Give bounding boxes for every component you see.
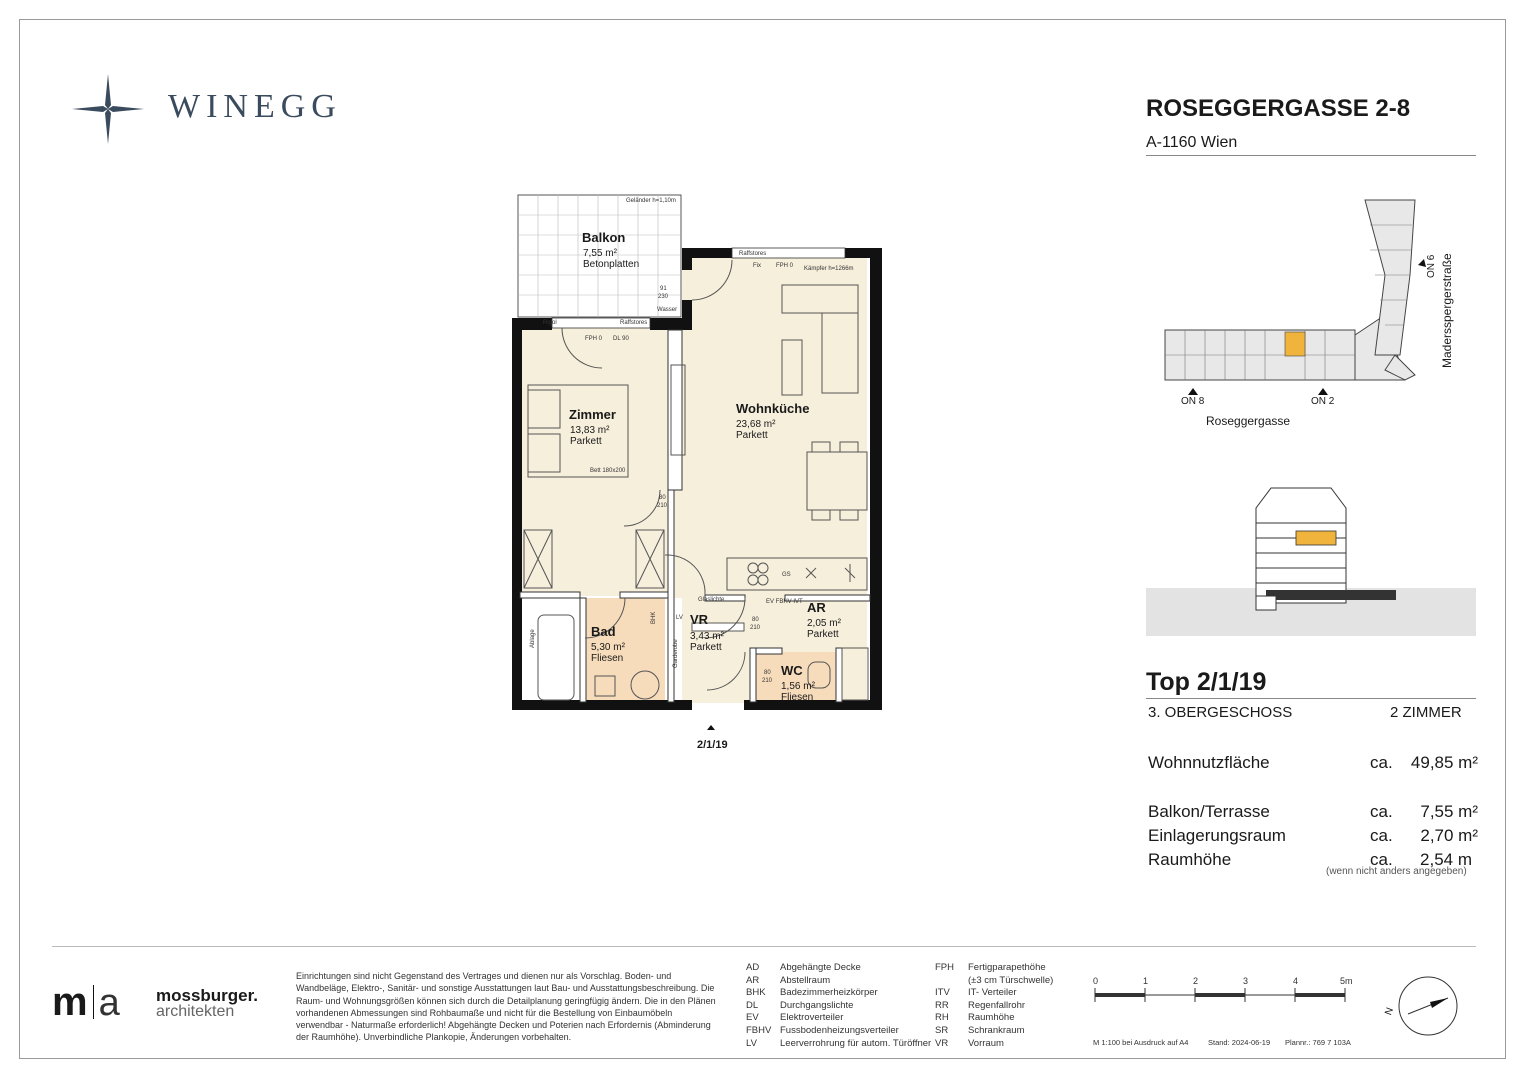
- architect-name: mossburger.: [156, 986, 259, 1005]
- room-bad-floor: Fliesen: [591, 653, 624, 664]
- room-ar-floor: Parkett: [807, 629, 839, 640]
- note-bhk: BHK: [651, 611, 657, 624]
- legend-text: Durchgangslichte: [780, 999, 854, 1011]
- dim-80-b: 80: [752, 617, 759, 623]
- note-dl90: DL 90: [613, 336, 629, 342]
- footer-rule: [52, 946, 1476, 947]
- room-balkon-name: Balkon: [582, 230, 626, 245]
- legend-abbr: RH: [935, 1012, 949, 1024]
- legend-text: Elektroverteiler: [780, 1012, 844, 1024]
- legend-text: Fussbodenheizungsverteiler: [780, 1024, 899, 1036]
- room-balkon-floor: Betonplatten: [583, 259, 640, 270]
- dim-230: 230: [658, 294, 669, 300]
- note-raffstores-top: Raffstores: [739, 251, 767, 257]
- architect-sub: architekten: [156, 1003, 235, 1020]
- unit-rooms: 2 ZIMMER: [1390, 704, 1462, 721]
- legend-text: Raumhöhe: [968, 1012, 1015, 1024]
- note-gelaender: Geländer h=1,10m: [626, 198, 676, 204]
- room-ar-area: 2,05 m²: [807, 618, 841, 629]
- legend-left-text: [780, 962, 931, 1050]
- room-vr-area: 3,43 m²: [690, 631, 724, 642]
- side-street-label: Madersspergerstraße: [1440, 253, 1454, 368]
- legend-text: Vorraum: [968, 1037, 1004, 1049]
- note-fph0-balcony: FPH 0: [585, 336, 603, 342]
- area-ca-wohnnutz: ca.: [1370, 753, 1393, 772]
- legend-abbr: AR: [746, 974, 760, 986]
- legend-text: Leerverrohrung für autom. Türöffner: [780, 1037, 932, 1049]
- room-ar-name: AR: [807, 600, 826, 615]
- entry-label: 2/1/19: [697, 739, 728, 751]
- brand-name: WINEGG: [168, 88, 342, 125]
- room-wc-name: WC: [781, 663, 803, 678]
- street-label: Roseggergasse: [1206, 414, 1291, 428]
- entrance-on8: ON 8: [1181, 396, 1205, 407]
- area-label-einlagerung: Einlagerungsraum: [1148, 826, 1286, 845]
- area-value-einlagerung: 2,70 m²: [1420, 826, 1478, 845]
- area-value-balkon: 7,55 m²: [1420, 802, 1478, 821]
- unit-top: Top 2/1/19: [1146, 668, 1267, 696]
- scale-plan-no: Plannr.: 769 7 103A: [1285, 1038, 1351, 1047]
- legend-text: (±3 cm Türschwelle): [968, 974, 1054, 986]
- room-zimmer-name: Zimmer: [569, 407, 616, 422]
- legend-left-abbr: [746, 962, 771, 1050]
- legend-abbr: AD: [746, 962, 760, 973]
- dim-91: 91: [660, 286, 667, 292]
- scale-date: Stand: 2024-06-19: [1208, 1038, 1271, 1047]
- dim-210-c: 210: [762, 678, 773, 684]
- room-wc-area: 1,56 m²: [781, 681, 815, 692]
- note-wasser: Wasser: [657, 307, 678, 313]
- area-label-wohnnutz: Wohnnutzfläche: [1148, 753, 1270, 772]
- areas-note: (wenn nicht anders angegeben): [1326, 866, 1467, 877]
- area-value-raumhoehe: 2,54 m: [1420, 850, 1472, 869]
- legend-text: IT- Verteiler: [968, 987, 1017, 999]
- legend-abbr: ITV: [935, 987, 950, 999]
- dim-80-a: 80: [659, 495, 666, 501]
- legend-right-abbr: [935, 962, 954, 1050]
- dim-210-a: 210: [657, 503, 668, 509]
- area-ca-einlagerung: ca.: [1370, 826, 1393, 845]
- unit-rule: [1146, 698, 1476, 699]
- legend-text: Schrankraum: [968, 1024, 1025, 1036]
- section-view: [1146, 478, 1476, 638]
- note-ablage: Ablage: [530, 629, 536, 648]
- room-bad-name: Bad: [591, 624, 616, 639]
- scale-bar: [1090, 988, 1350, 1002]
- scale-tick-0: 0: [1093, 976, 1099, 986]
- note-rigol: Rigol: [543, 320, 557, 326]
- note-gs: GS: [782, 572, 791, 578]
- legend-text: Abstellraum: [780, 974, 831, 986]
- area-value-wohnnutz: 49,85 m²: [1410, 753, 1478, 772]
- room-zimmer-area: 13,83 m²: [570, 425, 610, 436]
- legend-abbr: [935, 975, 954, 988]
- disclaimer: Einrichtungen sind nicht Gegenstand des Vertrages und dienen nur als Vorschlag. Boden- und Wandbeläge, Elektro-, Sanitär- und sonstige Ausstattungen laut Bau- und Ausstattungsbeschreibung. Die Raum- und Wohnungsgrößen können sich durch die Detailplanung geringfügig ändern. Die in den Plänen vorhandenen Abmessungen sind Rohbaumaße und nicht für die Bestellung von Einbaumöbeln verwendbar - Naturmaße erforderlich! Abgehängte Decken und Poterien nach Erfordernis (Abminderung der Raumhöhe). Unverbindliche Plankopie, Änderungen vorbehalten.: [296, 971, 716, 1043]
- room-wohnkueche-name: Wohnküche: [736, 401, 810, 416]
- scale-tick-5: 5m: [1340, 976, 1353, 986]
- winegg-star-logo: [72, 74, 144, 144]
- room-wc-floor: Fliesen: [781, 692, 814, 703]
- note-ev: EV FBHV IVT: [766, 599, 803, 605]
- note-fix: Fix: [753, 263, 761, 269]
- legend-abbr: FBHV: [746, 1024, 772, 1036]
- legend-abbr: EV: [746, 1012, 759, 1024]
- scale-tick-2: 2: [1193, 976, 1199, 986]
- area-ca-balkon: ca.: [1370, 802, 1393, 821]
- dim-210-b: 210: [750, 625, 761, 631]
- legend-text: Regenfallrohr: [968, 999, 1026, 1011]
- area-ca-raumhoehe: ca.: [1370, 850, 1393, 869]
- legend-text: Fertigparapethöhe: [968, 962, 1046, 973]
- address-street: ROSEGGERGASSE 2-8: [1146, 95, 1411, 122]
- room-vr-floor: Parkett: [690, 642, 722, 653]
- room-vr-name: VR: [690, 612, 709, 627]
- note-kaempfer: Kämpfer h=1266m: [804, 266, 854, 272]
- legend-right-text: [968, 962, 1053, 1050]
- note-raffstores-balcony: Raffstores: [620, 320, 648, 326]
- legend-text: Abgehängte Decke: [780, 962, 861, 973]
- architect-logo: [52, 980, 120, 1025]
- architect-mark-a: a: [98, 982, 120, 1024]
- scale-tick-1: 1: [1143, 976, 1149, 986]
- note-glaslichte: Glaslichte: [698, 597, 725, 603]
- north-label: N: [1383, 1006, 1397, 1017]
- north-arrow-icon: [1396, 974, 1460, 1038]
- room-wohnkueche-floor: Parkett: [736, 430, 768, 441]
- scale-print-note: M 1:100 bei Ausdruck auf A4: [1093, 1038, 1189, 1047]
- legend-abbr: LV: [746, 1037, 757, 1049]
- area-label-raumhoehe: Raumhöhe: [1148, 850, 1232, 869]
- note-lv: LV: [676, 615, 683, 621]
- legend-abbr: DL: [746, 999, 759, 1011]
- legend-text: Badezimmerheizkörper: [780, 987, 878, 999]
- legend-abbr: RR: [935, 999, 949, 1011]
- entrance-on6: ON 6: [1426, 254, 1437, 278]
- room-zimmer-floor: Parkett: [570, 436, 602, 447]
- room-bad-area: 5,30 m²: [591, 642, 625, 653]
- room-wohnkueche-area: 23,68 m²: [736, 419, 776, 430]
- area-label-balkon: Balkon/Terrasse: [1148, 802, 1270, 821]
- note-fph0-top: FPH 0: [776, 263, 794, 269]
- scale-tick-4: 4: [1293, 976, 1299, 986]
- unit-floor: 3. OBERGESCHOSS: [1148, 704, 1293, 721]
- legend-abbr: VR: [935, 1037, 949, 1049]
- legend-abbr: SR: [935, 1024, 949, 1036]
- note-garderobe: Garderobe: [673, 639, 679, 668]
- site-plan: [1160, 195, 1460, 395]
- address-rule: [1146, 155, 1476, 156]
- dim-80-c: 80: [764, 670, 771, 676]
- note-bett: Bett 180x200: [590, 468, 626, 474]
- entrance-on2: ON 2: [1311, 396, 1335, 407]
- scale-tick-3: 3: [1243, 976, 1249, 986]
- architect-mark-m: m: [52, 980, 88, 1024]
- room-balkon-area: 7,55 m²: [583, 248, 617, 259]
- legend-abbr: FPH: [935, 962, 954, 973]
- address-city: A-1160 Wien: [1146, 134, 1238, 151]
- legend-abbr: BHK: [746, 987, 766, 999]
